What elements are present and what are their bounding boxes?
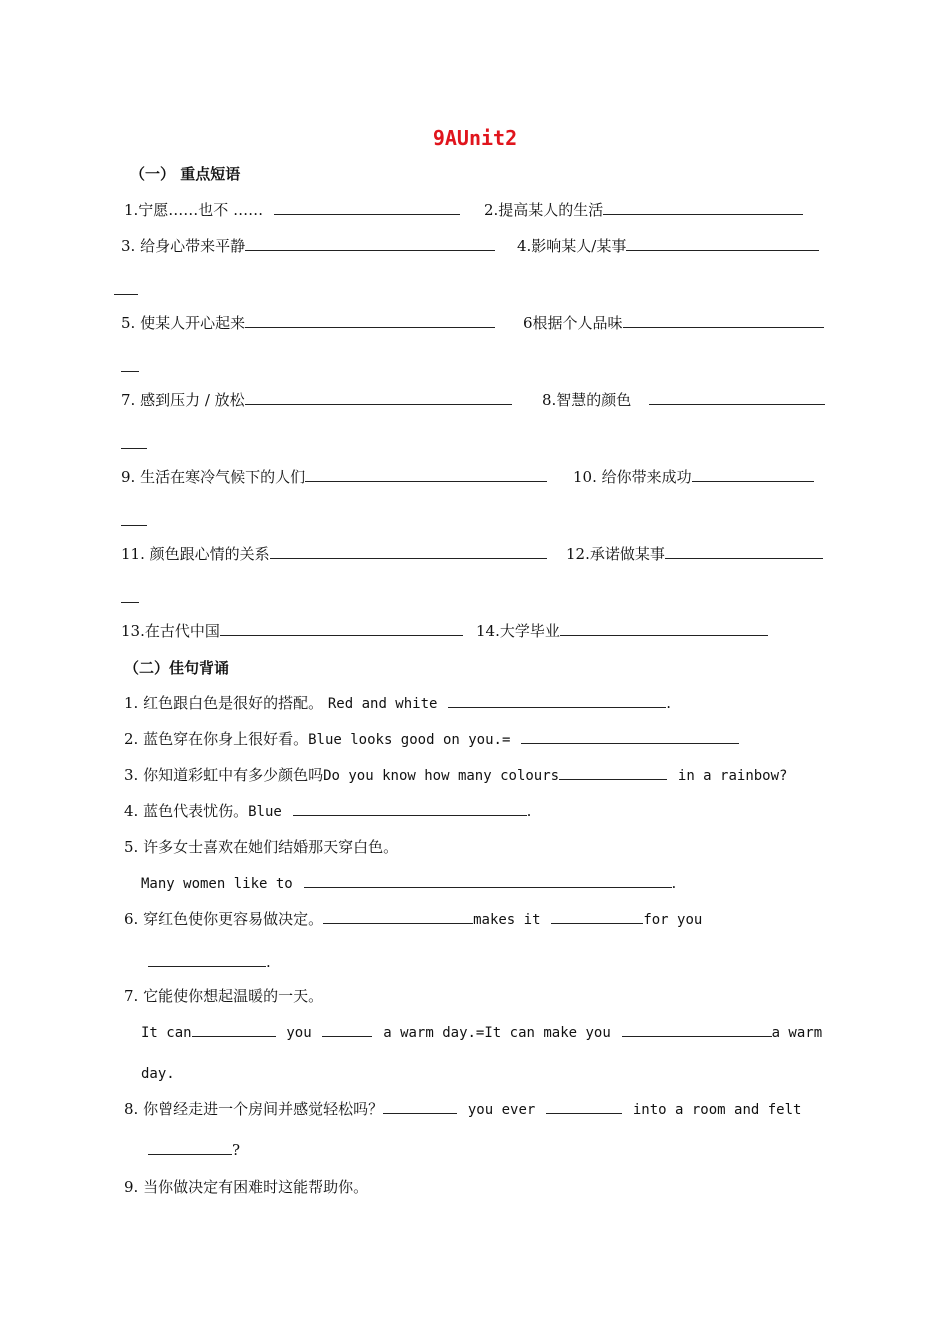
sentence-7-cn: 7. 它能使你想起温暖的一天。 [124,987,324,1005]
answer-blank[interactable] [323,909,473,924]
answer-blank-continued[interactable] [114,293,138,295]
answer-blank[interactable] [304,873,672,888]
sentence-9: 9. 当你做决定有困难时这能帮助你。 [124,1178,369,1196]
answer-blank-continued[interactable] [121,370,139,372]
phrase-5: 5. 使某人开心起来 [121,313,495,333]
phrase-10: 10. 给你带来成功 [573,467,814,487]
answer-blank[interactable] [603,200,803,215]
answer-blank[interactable] [623,313,824,328]
answer-blank[interactable] [665,544,823,559]
answer-blank[interactable] [270,544,547,559]
answer-blank[interactable] [192,1022,276,1037]
sentence-8-continued: ? [148,1140,240,1160]
phrase-11: 11. 颜色跟心情的关系 [121,544,547,564]
phrase-12: 12.承诺做某事 [566,544,823,564]
answer-blank[interactable] [559,765,667,780]
answer-blank[interactable] [322,1022,372,1037]
answer-blank[interactable] [245,390,512,405]
answer-blank[interactable] [448,693,666,708]
answer-blank[interactable] [383,1099,457,1114]
sentence-4: 4. 蓝色代表忧伤。Blue . [124,802,532,820]
answer-blank[interactable] [551,909,643,924]
phrase-9: 9. 生活在寒冷气候下的人们 [121,467,547,487]
phrase-1: 1.宁愿……也不 …… [124,200,460,220]
answer-blank[interactable] [245,236,495,251]
phrase-2: 2.提高某人的生活 [484,200,803,220]
answer-blank[interactable] [546,1099,622,1114]
phrase-6: 6根据个人品味 [523,313,824,333]
answer-blank[interactable] [692,467,814,482]
answer-blank-continued[interactable] [121,601,139,603]
page-title: 9AUnit2 [432,126,518,150]
answer-blank[interactable] [622,1022,772,1037]
sentence-7-en-end: day. [141,1066,175,1082]
answer-blank[interactable] [245,313,495,328]
answer-blank-continued[interactable] [121,447,147,449]
section-heading-sentences: （二）佳句背诵 [124,659,230,677]
answer-blank[interactable] [220,621,463,636]
sentence-8: 8. 你曾经走进一个房间并感觉轻松吗？ you ever into a room and felt [124,1100,802,1118]
sentence-2: 2. 蓝色穿在你身上很好看。Blue looks good on you.= [124,729,739,750]
phrase-7: 7. 感到压力 / 放松 [121,390,512,410]
answer-blank[interactable] [305,467,547,482]
answer-blank[interactable] [626,236,819,251]
sentence-5-en: Many women like to . [141,874,677,892]
answer-blank[interactable] [649,390,825,405]
answer-blank[interactable] [521,729,739,744]
phrase-13: 13.在古代中国 [121,621,463,641]
answer-blank[interactable] [274,200,460,215]
answer-blank[interactable] [560,621,768,636]
sentence-7-en: It can you a warm day.=It can make you a warm [141,1022,822,1043]
phrase-3: 3. 给身心带来平静 [121,236,495,256]
answer-blank-continued[interactable] [121,524,147,526]
section-heading-phrases: （一） 重点短语 [130,165,241,183]
sentence-5-cn: 5. 许多女士喜欢在她们结婚那天穿白色。 [124,838,399,856]
answer-blank[interactable] [148,952,266,967]
sentence-3: 3. 你知道彩虹中有多少颜色吗Do you know how many colours in a rainbow? [124,766,788,784]
answer-blank[interactable] [148,1140,232,1155]
answer-blank[interactable] [293,801,527,816]
phrase-4: 4.影响某人/某事 [517,236,819,256]
sentence-6: 6. 穿红色使你更容易做决定。 makes it for you [124,910,703,928]
phrase-14: 14.大学毕业 [476,621,768,641]
sentence-6-continued: . [148,952,271,972]
phrase-8: 8.智慧的颜色 [542,390,825,410]
sentence-1: 1. 红色跟白色是很好的搭配。 Red and white . [124,694,672,712]
